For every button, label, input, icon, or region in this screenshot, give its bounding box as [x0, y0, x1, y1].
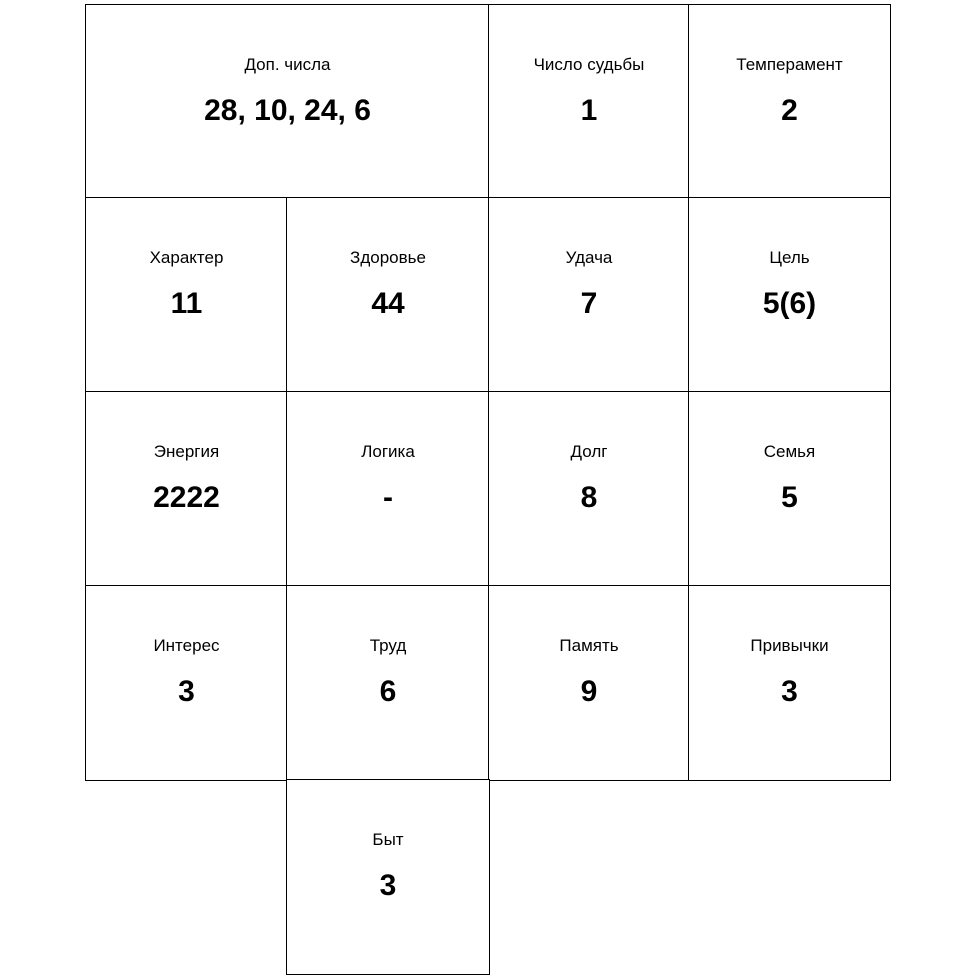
cell-label: Характер	[149, 248, 224, 267]
cell-family	[688, 391, 891, 587]
cell-value: 7	[580, 287, 598, 320]
cell-character	[85, 197, 288, 393]
cell-label: Память	[559, 636, 619, 655]
cell-fate-number	[488, 4, 690, 199]
cell-daily-life	[286, 779, 490, 975]
cell-value: 5	[781, 481, 798, 514]
cell-label: Цель	[769, 248, 810, 267]
cell-value: 8	[580, 481, 598, 514]
cell-label: Доп. числа	[244, 55, 331, 74]
cell-label: Энергия	[153, 442, 220, 461]
cell-label: Темперамент	[736, 55, 843, 74]
cell-value: 1	[580, 94, 598, 127]
cell-value: 9	[580, 675, 598, 708]
cell-dop-numbers	[85, 4, 490, 199]
cell-logic	[286, 391, 490, 587]
cell-interest	[85, 585, 288, 781]
cell-value: 5(6)	[762, 287, 817, 320]
cell-label: Долг	[570, 442, 608, 461]
cell-health	[286, 197, 490, 393]
cell-memory	[488, 585, 690, 781]
cell-goal	[688, 197, 891, 393]
cell-label: Здоровье	[350, 248, 426, 267]
cell-label: Число судьбы	[533, 55, 645, 74]
cell-labor	[286, 585, 490, 781]
cell-label: Удача	[565, 248, 613, 267]
cell-value: 44	[371, 287, 405, 320]
cell-value: 6	[379, 675, 397, 708]
cell-temperament	[688, 4, 891, 199]
cell-label: Привычки	[750, 636, 829, 655]
cell-label: Труд	[369, 636, 407, 655]
cell-value: 3	[379, 869, 397, 902]
cell-value: -	[383, 481, 393, 514]
cell-luck	[488, 197, 690, 393]
cell-energy	[85, 391, 288, 587]
cell-label: Быт	[372, 830, 404, 849]
cell-value: 2	[781, 94, 798, 127]
cell-value: 2222	[153, 481, 220, 514]
cell-value: 11	[170, 287, 203, 320]
cell-label: Семья	[763, 442, 816, 461]
cell-label: Логика	[361, 442, 415, 461]
cell-label: Интерес	[153, 636, 220, 655]
cell-value: 28, 10, 24, 6	[204, 94, 371, 127]
cell-value: 3	[178, 675, 195, 708]
cell-value: 3	[781, 675, 798, 708]
cell-habits	[688, 585, 891, 781]
cell-debt	[488, 391, 690, 587]
